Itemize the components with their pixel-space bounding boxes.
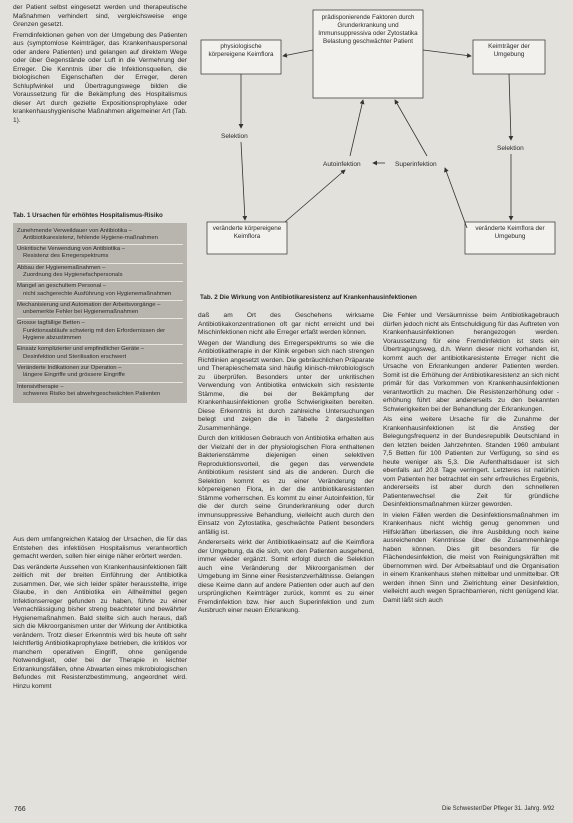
table-row: Unkritische Verwendung von Antibiotika – Resistenz des Erregerspektrums <box>17 245 183 264</box>
paragraph: Wegen der Wandlung des Erregerspektrums so wie die Antibiotikatherapie in der Klinik ergeben sich nach strengen Richtlinien angesetzt werden. Die gebräuchlichen Präparate und Therapieschemata sind häufig klinisch-mikrobiologisch zu überprüfen. Besonders unter der unkritischen Verwendung von Antibiotika entwickeln sich resistente Stämme, die bei der Bekämpfung der Krankenhausinfektionen große Schwierigkeiten bereiten. Diese Erkenntnis ist durch zahlreiche Untersuchungen belegt und zeigen die in Tabelle 2 dargestellten Zusammenhänge. <box>198 339 374 432</box>
table-row: Intensivtherapie – schweres Risiko bei abwehrgeschwächten Patienten <box>17 383 161 397</box>
autoinfection-label: Autoinfektion <box>323 161 361 168</box>
table-1-box <box>13 223 187 404</box>
table-2-title: Tab. 2 Die Wirkung von Antibiotikaresistenz auf Krankenhausinfektionen <box>200 294 417 301</box>
arrow <box>285 170 345 222</box>
paragraph: der Patient selbst eingesetzt werden und therapeutische Maßnahmen verhindert sind, vergleichsweise enge Grenzen gesetzt. <box>13 4 187 28</box>
altered-env-flora-label: veränderte Keimflora der Umgebung <box>475 225 545 240</box>
table-row: Mechanisierung und Automation der Arbeitsvorgänge – unbemerkte Fehler bei Hygienemaßnahmen <box>17 301 183 320</box>
page-number: 766 <box>14 806 26 813</box>
right-column <box>383 312 559 607</box>
paragraph: Aus dem umfangreichen Katalog der Ursachen, die für das Entstehen des infektiösen Hospitalismus verantwortlich gemacht werden, sollen hier einige näher erörtert werden. <box>13 536 187 560</box>
left-column-top <box>13 4 187 127</box>
table-row: Einsatz komplizierter und empfindlicher Geräte – Desinfektion und Sterilisation erschwert <box>17 345 183 364</box>
arrow <box>445 168 467 228</box>
paragraph: Durch den kritiklosen Gebrauch von Antibiotika erhalten aus der Vielzahl der in der physiologischen Flora enthaltenen Bakterienstämme diejenigen einen selektiven Reproduktionsvorteil, die gegen das verwendete Antibiotikum resistent sind als die anderen. Durch die Selektion kommt es zu einer Veränderung der körpereigenen Flora, in der die antibiotikaresistenten Stämme vorherrschen. Es kommt zu einer Autoinfektion, für die der durch seine Grunderkrankung oder durch immunsuppressive Behandlung, vielleicht auch durch den Einsatz von Zytostatika, geschwächte Patient besonders anfällig ist. <box>198 435 374 536</box>
arrow <box>509 74 511 140</box>
table-row: Grosse tagfällige Betten – Funktionsabläufe schwierig mit den Erfordernissen der Hygiene abzustimmen <box>17 319 183 345</box>
arrow <box>423 50 471 56</box>
arrow <box>283 50 313 56</box>
table-1-title: Tab. 1 Ursachen für erhöhtes Hospitalismus-Risiko <box>13 212 163 219</box>
paragraph: daß am Ort des Geschehens wirksame Antibiotikakonzentrationen oft gar nicht erreicht und bei Mischinfektionen nicht alle Erreger erfaßt werden können. <box>198 312 374 336</box>
table-row: Veränderte Indikationen zur Operation – längere Eingriffe und grössere Eingriffe <box>17 364 183 383</box>
paragraph: Die Fehler und Versäumnisse beim Antibiotikagebrauch dürfen jedoch nicht als Entschuldigung für das Auftreten von Krankenhausinfektionen herangezogen werden. Voraussetzung für eine Fremdinfektion ist stets ein Übertragungsweg, d.h. Wenn dieser nicht vorhanden ist, kommt auch der antibiotikaresistente Erreger nicht die Ursache von Erkrankungen anderer Patienten werden. Somit ist die Erhöhung der Antibiotikaresistenz an sich nicht primär für das Vorkommen von Krankenhausinfektionen verantwortlich zu machen. Die Resistenzerhöhung oder -erhöhung führt aber andererseits zu den bekannten Schwierigkeiten bei der Behandlung der Erkrankungen. <box>383 312 559 413</box>
selection-left-label: Selektion <box>221 133 248 140</box>
patient-box-label: prädisponierende Faktoren durch Grunderkrankung und Immunsuppressiva oder Zytostatika Belastung geschwächter Patient <box>318 14 418 45</box>
table-1 <box>13 212 187 403</box>
physiologic-flora-label: physiologische körpereigene Keimflora <box>208 43 274 58</box>
arrow <box>350 100 363 156</box>
journal-footer: Die Schwester/Der Pfleger 31. Jahrg. 9/92 <box>442 806 555 812</box>
paragraph: Andererseits wirkt der Antibiotikaeinsatz auf die Keimflora der Umgebung, da die sich, von den Patienten ausgehend, immer wieder ergänzt. Somit erfolgt durch die Selektion auch eine Veränderung der Mikroorganismen der Umgebung im Sinne einer Resistenzverhältnisse. Gelangen diese Keime dann auf andere Patienten oder auch auf den ursprünglichen Keimträger zurück, kommt es zu einer Fremdinfektion bzw. hier auch Superinfektion und zum Ausbruch einer neuen Erkrankung. <box>198 539 374 614</box>
resistance-diagram <box>195 0 568 298</box>
altered-flora-label: veränderte körpereigene Keimflora <box>212 225 282 240</box>
paragraph: Das veränderte Aussehen von Krankenhausinfektionen fällt zeitlich mit der breiten Einführung der Antibiotika zusammen. Der, wie sich leider später herausstellte, irrige Glaube, in den Antibiotika ein Allheilmittel gegen Infektionserreger gefunden zu haben, führte zu einer Vernachlässigung bisher streng beachteter und bewährter Hygienemaßnahmen. Bald stellte sich auch heraus, daß sich die Mikroorganismen unter der Wirkung der Antibiotika verändern. Trotz dieser Erkenntnis wird bis heute oft sehr leichtfertig Antibiotikaprophylaxe betrieben, die kritiklos vor manchem operativen Eingriff, ohne genügende Notwendigkeit, oder bei der Therapie in leichter Erkrankungsfällen, ohne Abwarten eines mikrobiologischen Befundes mit Resistenzbestimmung, angeordnet wird. Hinzu kommt <box>13 563 187 690</box>
arrow <box>395 100 427 156</box>
arrow <box>241 142 245 220</box>
paragraph: Fremdinfektionen gehen von der Umgebung des Patienten aus (symptomlose Keimträger, das Krankenhauspersonal oder andere Patienten) und gelangen auf direktem Wege oder über Gegenstände oder Luft in die Vermehrung der Erreger. Die Kenntnis über die Infektionsquellen, die biologischen Eigenschaften der Erreger, deren Schlupfwinkel und Übertragungswege bilden die Voraussetzung für die Bekämpfung des Hospitalismus dieser Art durch gezielte Expositionsprophylaxe oder krankenhaushygienische Maßnahmen allgemeiner Art (Tab. 1). <box>13 31 187 124</box>
middle-column <box>198 312 374 618</box>
table-row: Abbau der Hygienemaßnahmen – Zuordnung des Hygienefachpersonals <box>17 264 183 283</box>
superinfection-label: Superinfektion <box>395 161 437 168</box>
paragraph: In vielen Fällen werden die Desinfektionsmaßnahmen im Krankenhaus nicht wichtig genug genommen und Hilfskräften überlassen, die ihre Ausbildung noch keine ausreichenden Kenntnisse über die Zusammenhänge haben können. Dies gilt besonders für die Flächendesinfektion, die meist von Reinigungskräften mit übernommen wird. Der Arbeitsablauf und die Organisation in einem Krankenhaus stehen mittelbar und unmittelbar. Oft werden ihnen Sinn und Zielrichtung einer Desinfektion, vielleicht auch wegen Sprachbarrieren, nicht genügend klar. Damit läßt sich auch <box>383 511 559 604</box>
carrier-label: Keimträger der Umgebung <box>488 43 530 58</box>
table-row: Zunehmende Verweildauer von Antibiotika – Antibiotikaresistenz, fehlende Hygiene-maßnahmen <box>17 227 183 246</box>
paragraph: Als eine weitere Ursache für die Zunahme der Krankenhausinfektionen ist die Anstieg der Belegungsfrequenz in der Bundesrepublik Deutschland in den letzten beiden Jahrzehnten. Standen 1960 ambulant 7,5 Betten für 100 Patienten zur Verfügung, so sind es heute weniger als 5,3. Die Aufenthaltsdauer ist sich ebenfalls auf 20,8 Tage verringert. Letzteres ist natürlich vom Patienten her betrachtet ein sehr erfreuliches Ergebnis, andererseits ist aber durch den schnelleren Patientenwechsel die Zeit für gründliche Desinfektionsmaßnahmen kürzer geworden. <box>383 416 559 508</box>
table-row: Mangel an geschultem Personal – nicht sachgerechte Ausführung von Hygienemaßnahmen <box>17 282 183 301</box>
left-column-bottom <box>13 536 187 693</box>
selection-right-label: Selektion <box>497 145 524 152</box>
